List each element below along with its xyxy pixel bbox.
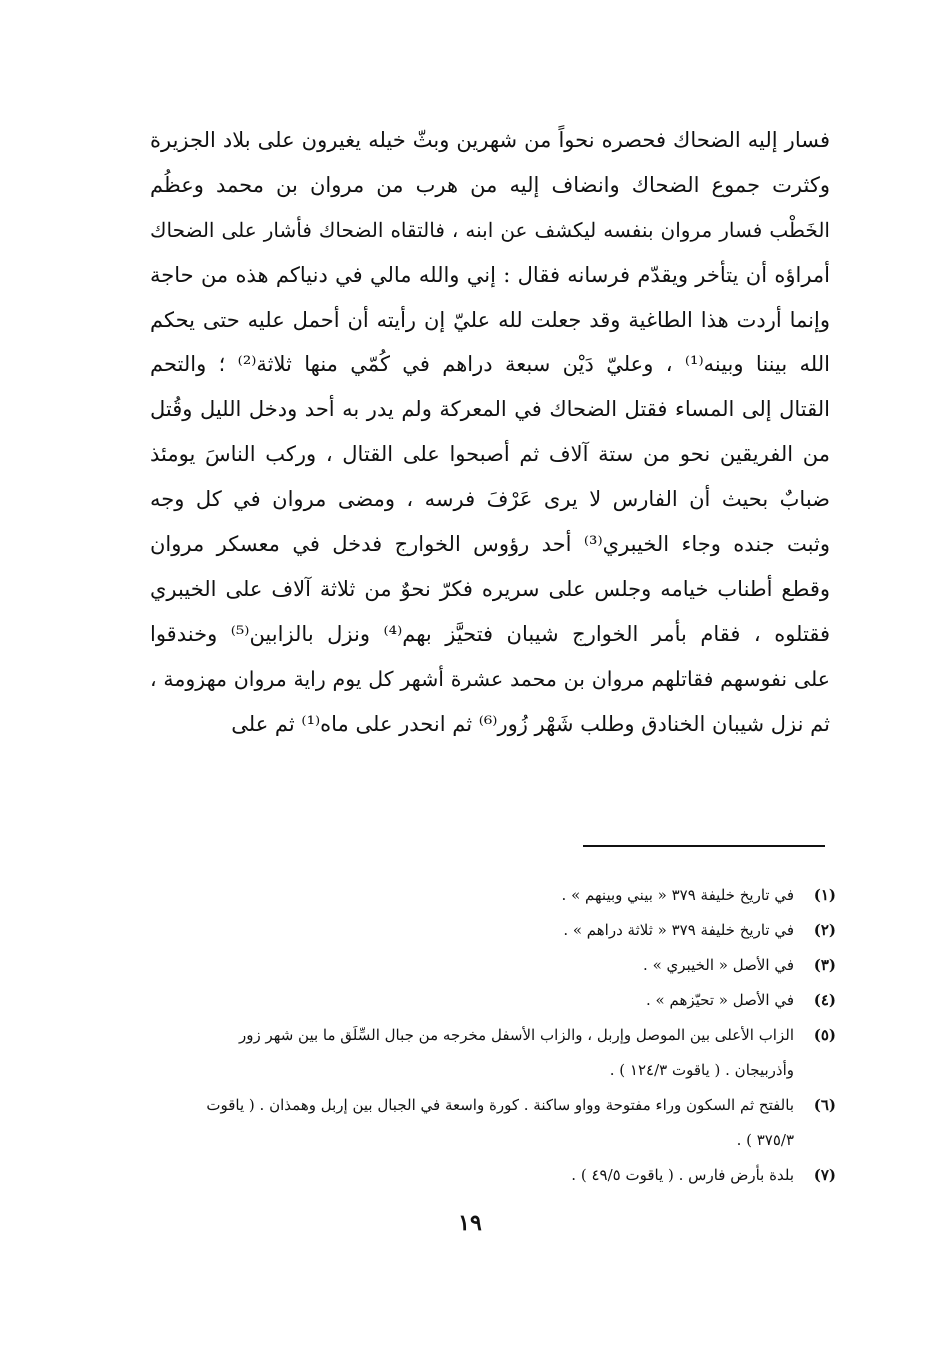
footnote-line: وأذربيجان . ( ياقوت ١٢٤/٣ ) .: [609, 1061, 794, 1079]
footnote-item: [150, 983, 836, 1018]
text-line: وإنما أردت هذا الطاغية وقد جعلت لله عليّ إن رأيته أن أحمل عليه حتى يحكم: [150, 307, 830, 332]
text-line: على نفوسهم فقاتلهم مروان بن محمد عشرة أشهر كل يوم راية مروان مهزومة ،: [150, 666, 830, 691]
text-line: الله بيننا وبينه⁽¹⁾ ، وعليّ دَيْن سبعة دراهم في كُمّي منها ثلاثة⁽²⁾ ؛ والتحم: [150, 352, 830, 377]
footnote-number: (٦): [813, 1096, 836, 1114]
text-line: وقطع أطناب خيامه وجلس على سريره فكرّ نحوٌ من ثلاثة آلاف على الخيبري: [150, 576, 830, 601]
footnotes: [150, 878, 836, 1193]
footnote-text: [150, 878, 794, 913]
text-line: الخَطْب فسار مروان بنفسه ليكشف عن ابنه ، فالتقاه الضحاك فأشار على الضحاك: [150, 217, 830, 242]
main-text: [150, 118, 830, 746]
page-number: ١٩: [458, 1210, 482, 1236]
text-line: فقتلوه ، فقام بأمر الخوارج شيبان فتحيَّز بهم⁽⁴⁾ ونزل بالزابين⁽⁵⁾ وخندقوا: [150, 621, 830, 646]
text-line: القتال إلى المساء فقتل الضحاك في المعركة ولم يدر به أحد ودخل الليل وقُتل: [150, 397, 830, 422]
footnote-line: في تاريخ خليفة ٣٧٩ « بيني وبينهم » .: [561, 886, 794, 904]
text-line: فسار إليه الضحاك فحصره نحواً من شهرين وبثّ خيله يغيرون على بلاد الجزيرة: [150, 128, 830, 152]
footnote-text: [150, 983, 794, 1018]
footnote-text: [150, 913, 794, 948]
footnote-text: [150, 1088, 794, 1158]
footnote-line: الزاب الأعلى بين الموصل وإربل ، والزاب الأسفل مخرجه من جبال السِّلَق ما بين شهر زور: [239, 1026, 794, 1044]
text-line: وكثرت جموع الضحاك وانضاف إليه من هرب من مروان بن محمد وعظُم: [150, 172, 830, 197]
footnote-number: (٥): [813, 1026, 836, 1044]
footnote-item: [150, 948, 836, 983]
footnote-item: [150, 878, 836, 913]
footnote-number: (٢): [813, 921, 836, 939]
text-line: من الفريقين نحو من ستة آلاف ثم أصبحوا على القتال ، وركب الناسَ يومئذ: [150, 442, 830, 467]
footnote-number: (٧): [813, 1166, 836, 1184]
footnote-item: [150, 1158, 836, 1193]
footnote-text: [150, 1018, 794, 1088]
footnote-separator: [583, 845, 825, 847]
footnote-line: ٣٧٥/٣ ) .: [736, 1131, 794, 1149]
footnote-number: (٣): [813, 956, 836, 974]
footnote-line: في الأصل « تحيّزهم » .: [645, 991, 794, 1009]
text-line: أمراؤه أن يتأخر ويقدّم فرسانه فقال : إني والله مالي في دنياكم هذه من حاجة: [150, 262, 830, 287]
footnote-item: [150, 1088, 836, 1158]
footnote-text: [150, 948, 794, 983]
footnote-item: [150, 913, 836, 948]
footnote-item: [150, 1018, 836, 1088]
footnote-number: (١): [813, 886, 836, 904]
footnote-line: في الأصل « الخيبري » .: [643, 956, 794, 974]
footnote-line: بالفتح ثم السكون وراء مفتوحة وواو ساكنة . كورة واسعة في الجبال بين إربل وهمذان . ( ياقوت: [206, 1096, 794, 1114]
footnote-number: (٤): [813, 991, 836, 1009]
footnote-line: في تاريخ خليفة ٣٧٩ « ثلاثة دراهم » .: [563, 921, 794, 939]
footnote-text: [150, 1158, 794, 1193]
text-line: وثبت جنده وجاء الخيبري⁽³⁾ أحد رؤوس الخوارج فدخل في معسكر مروان: [150, 532, 830, 557]
footnote-line: بلدة بأرض فارس . ( ياقوت ٤٩/٥ ) .: [571, 1166, 794, 1184]
text-line: ثم نزل شيبان الخنادق وطلب شَهْر زُور⁽⁶⁾ ثم انحدر على ماه⁽¹⁾ ثم على: [231, 711, 830, 736]
text-line: ضبابٌ بحيث أن الفارس لا يرى عَرْفَ فرسه ، ومضى مروان في كل وجه: [150, 487, 830, 512]
